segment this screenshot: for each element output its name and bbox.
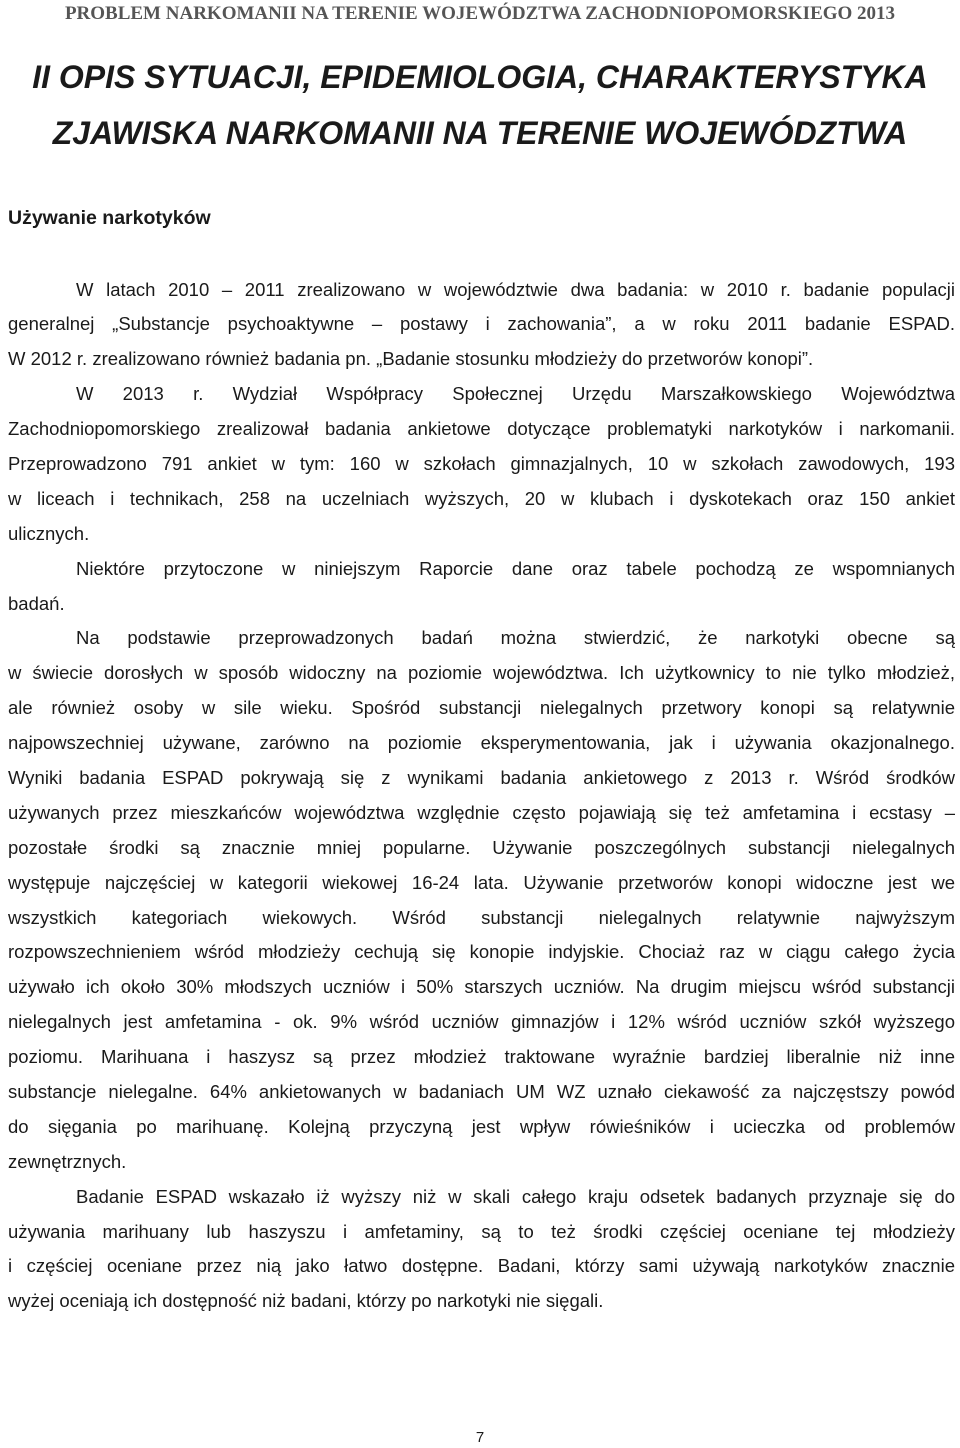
text-line: W 2013 r. Wydział Współpracy Społecznej Urzędu Marszałkowskiego Województwa	[76, 383, 955, 405]
text-line: badań.	[8, 592, 65, 614]
text-line: używało ich około 30% młodszych uczniów i 50% starszych uczniów. Na drugim miejscu wśród substancji	[8, 976, 955, 998]
text-line: Niektóre przytoczone w niniejszym Raporcie dane oraz tabele pochodzą ze wspomnianych	[76, 557, 955, 579]
text-line: substancje nielegalne. 64% ankietowanych w badaniach UM WZ uznało ciekawość za najczęstszy powód	[8, 1081, 955, 1103]
text-line: ale również osoby w sile wieku. Spośród substancji nielegalnych przetwory konopi są relatywnie	[8, 697, 955, 719]
text-line: Wyniki badania ESPAD pokrywają się z wynikami badania ankietowego z 2013 r. Wśród środków	[8, 767, 955, 789]
paragraph	[8, 621, 955, 1179]
chapter-title	[0, 49, 960, 161]
text-line: Na podstawie przeprowadzonych badań można stwierdzić, że narkotyki obecne są	[76, 627, 955, 649]
page-number: 7	[475, 1429, 485, 1446]
text-line: W 2012 r. zrealizowano również badania pn. „Badanie stosunku młodzieży do przetworów konopi”.	[8, 348, 814, 370]
text-line: nielegalnych jest amfetamina - ok. 9% wśród uczniów gimnazjów i 12% wśród uczniów szkół wyższego	[8, 1011, 955, 1033]
paragraph	[8, 273, 955, 378]
paragraph	[8, 1180, 955, 1320]
text-line: w liceach i technikach, 258 na uczelniach wyższych, 20 w klubach i dyskotekach oraz 150 ankiet	[8, 487, 955, 509]
text-line: wyżej oceniają ich dostępność niż badani, którzy po narkotyki nie sięgali.	[8, 1290, 604, 1312]
text-line: do sięgania po marihuanę. Kolejną przyczyną jest wpływ rówieśników i ucieczka od problemów	[8, 1115, 955, 1137]
section-heading: Używanie narkotyków	[8, 207, 211, 229]
text-line: używanych przez mieszkańców województwa względnie często pojawiają się też amfetamina i ecstasy –	[8, 801, 955, 823]
paragraph	[8, 377, 955, 551]
text-line: i częściej oceniane przez nią jako łatwo dostępne. Badani, którzy sami używają narkotyków znacznie	[8, 1255, 955, 1277]
text-line: wszystkich kategoriach wiekowych. Wśród substancji nielegalnych relatywnie najwyższym	[8, 906, 955, 928]
text-line: Przeprowadzono 791 ankiet w tym: 160 w szkołach gimnazjalnych, 10 w szkołach zawodowych, 193	[8, 453, 955, 474]
text-line: Badanie ESPAD wskazało iż wyższy niż w skali całego kraju odsetek badanych przyznaje się do	[76, 1185, 955, 1207]
text-line: ulicznych.	[8, 522, 90, 544]
text-line: rozpowszechnieniem wśród młodzieży cechują się konopie indyjskie. Chociaż raz w ciągu całego życia	[8, 941, 955, 963]
text-line: generalnej „Substancje psychoaktywne – postawy i zachowania”, a w roku 2011 badanie ESPAD.	[8, 313, 955, 335]
text-line: Zachodniopomorskiego zrealizował badania ankietowe dotyczące problematyki narkotyków i narkomanii.	[8, 418, 955, 440]
text-line: występuje najczęściej w kategorii wiekowej 16-24 lata. Używanie przetworów konopi widoczne jest we	[8, 871, 955, 893]
paragraph	[8, 552, 955, 622]
text-line: pozostałe środki są znacznie mniej popularne. Używanie poszczególnych substancji nielegalnych	[8, 836, 955, 858]
chapter-title-line: II OPIS SYTUACJI, EPIDEMIOLOGIA, CHARAKTERYSTYKA	[32, 59, 928, 95]
text-line: używania marihuany lub haszyszu i amfetaminy, są to też środki częściej oceniane tej młodzieży	[8, 1220, 955, 1242]
running-header: PROBLEM NARKOMANII NA TERENIE WOJEWÓDZTWA ZACHODNIOPOMORSKIEGO 2013	[64, 3, 896, 24]
text-line: W latach 2010 – 2011 zrealizowano w województwie dwa badania: w 2010 r. badanie populacji	[76, 278, 955, 300]
body-text	[8, 273, 955, 1320]
text-line: zewnętrznych.	[8, 1150, 127, 1172]
chapter-title-line: ZJAWISKA NARKOMANII NA TERENIE WOJEWÓDZTWA	[52, 115, 908, 151]
text-line: poziomu. Marihuana i haszysz są przez młodzież traktowane wyraźnie bardziej liberalnie niż inne	[8, 1046, 955, 1068]
text-line: w świecie dorosłych w sposób widoczny na poziomie województwa. Ich użytkownicy to nie tylko młodzież,	[8, 662, 955, 684]
text-line: najpowszechniej używane, zarówno na poziomie eksperymentowania, jak i używania okazjonalnego.	[8, 732, 955, 754]
